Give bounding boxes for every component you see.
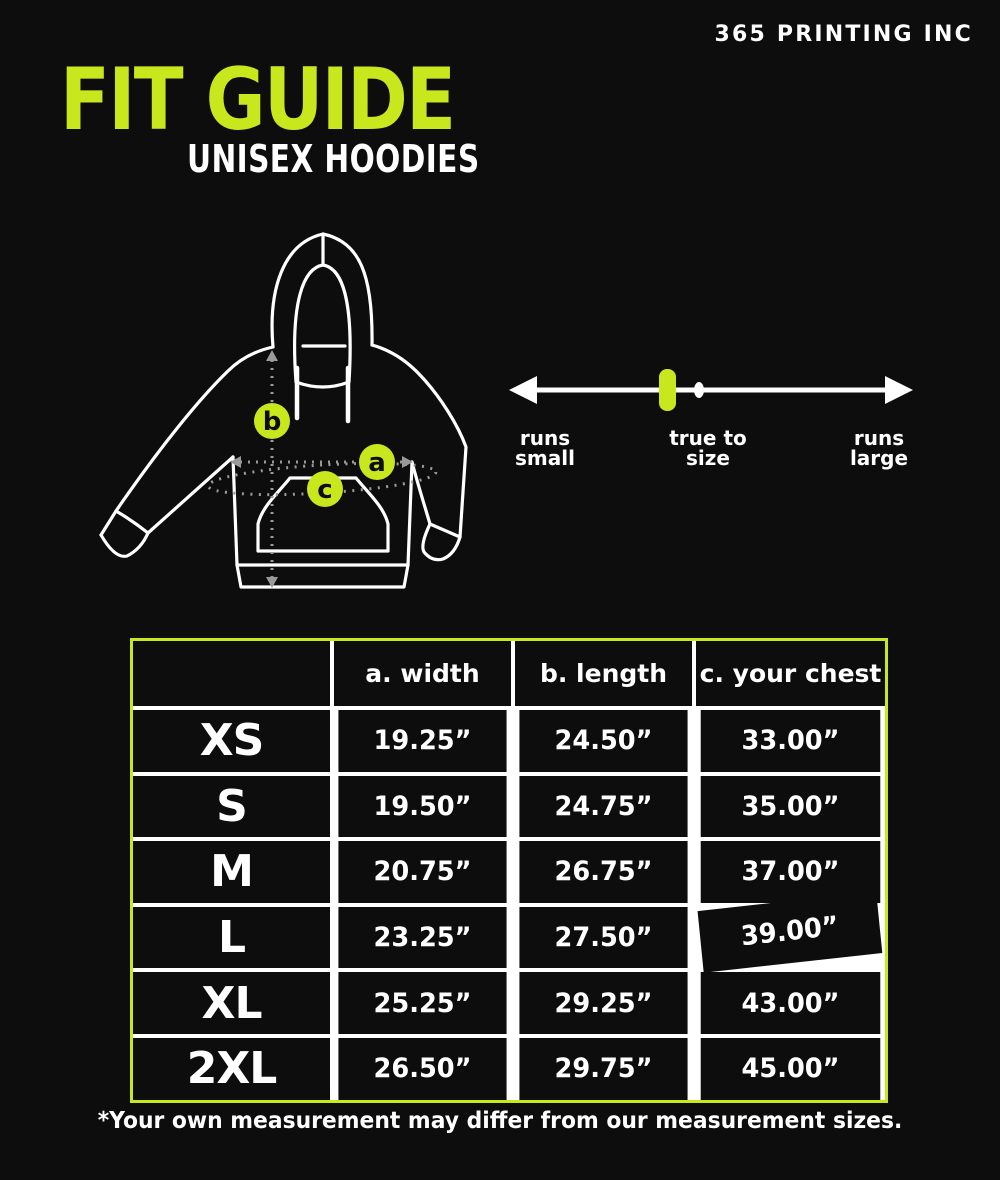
value-cell: 33.00” [701,710,881,772]
value-cell: 20.75” [338,841,506,903]
fit-scale [505,362,917,474]
size-cell: L [133,907,330,969]
center-dot [694,382,704,398]
value-cell: 29.25” [519,972,687,1034]
scale-label-runs-small: runs small [515,426,575,470]
size-table [130,638,888,1103]
size-cell: XL [133,972,330,1034]
scale-label-runs-large: runs large [849,426,909,470]
size-cell: S [133,776,330,838]
scale-label-true-to-size: true to size [669,426,747,470]
footnote: *Your own measurement may differ from our measurement sizes. [97,1108,903,1134]
page-subtitle: UNISEX HOODIES [187,137,480,181]
value-cell: 19.50” [338,776,506,838]
size-cell: XS [133,710,330,772]
value-cell: 45.00” [701,1038,881,1100]
value-cell: 24.75” [519,776,687,838]
column-header-chest: c. your chest [696,641,885,706]
marker-c-letter: c [317,475,333,505]
fit-marker [659,369,676,411]
hoodie-diagram [85,220,495,600]
value-cell: 37.00” [701,841,881,903]
page-title: FIT GUIDE [60,50,455,150]
size-cell: M [133,841,330,903]
size-cell: 2XL [133,1038,330,1100]
marker-a-letter: a [368,448,386,478]
arrow-right-head [885,376,913,404]
value-cell: 43.00” [701,972,881,1034]
column-header-length: b. length [515,641,692,706]
marker-b-letter: b [262,407,282,437]
column-header-width: a. width [334,641,511,706]
value-cell: 26.50” [338,1038,506,1100]
value-cell: 23.25” [338,907,506,969]
value-cell: 39.00” [698,891,883,972]
value-cell: 35.00” [701,776,881,838]
value-cell: 24.50” [519,710,687,772]
table-corner-cell [133,641,330,706]
value-cell: 27.50” [519,907,687,969]
value-cell: 19.25” [338,710,506,772]
value-cell: 29.75” [519,1038,687,1100]
fit-scale-arrow [505,362,917,418]
value-cell: 25.25” [338,972,506,1034]
arrow-left-head [509,376,537,404]
value-cell: 26.75” [519,841,687,903]
brand-name: 365 PRINTING INC [714,22,973,47]
